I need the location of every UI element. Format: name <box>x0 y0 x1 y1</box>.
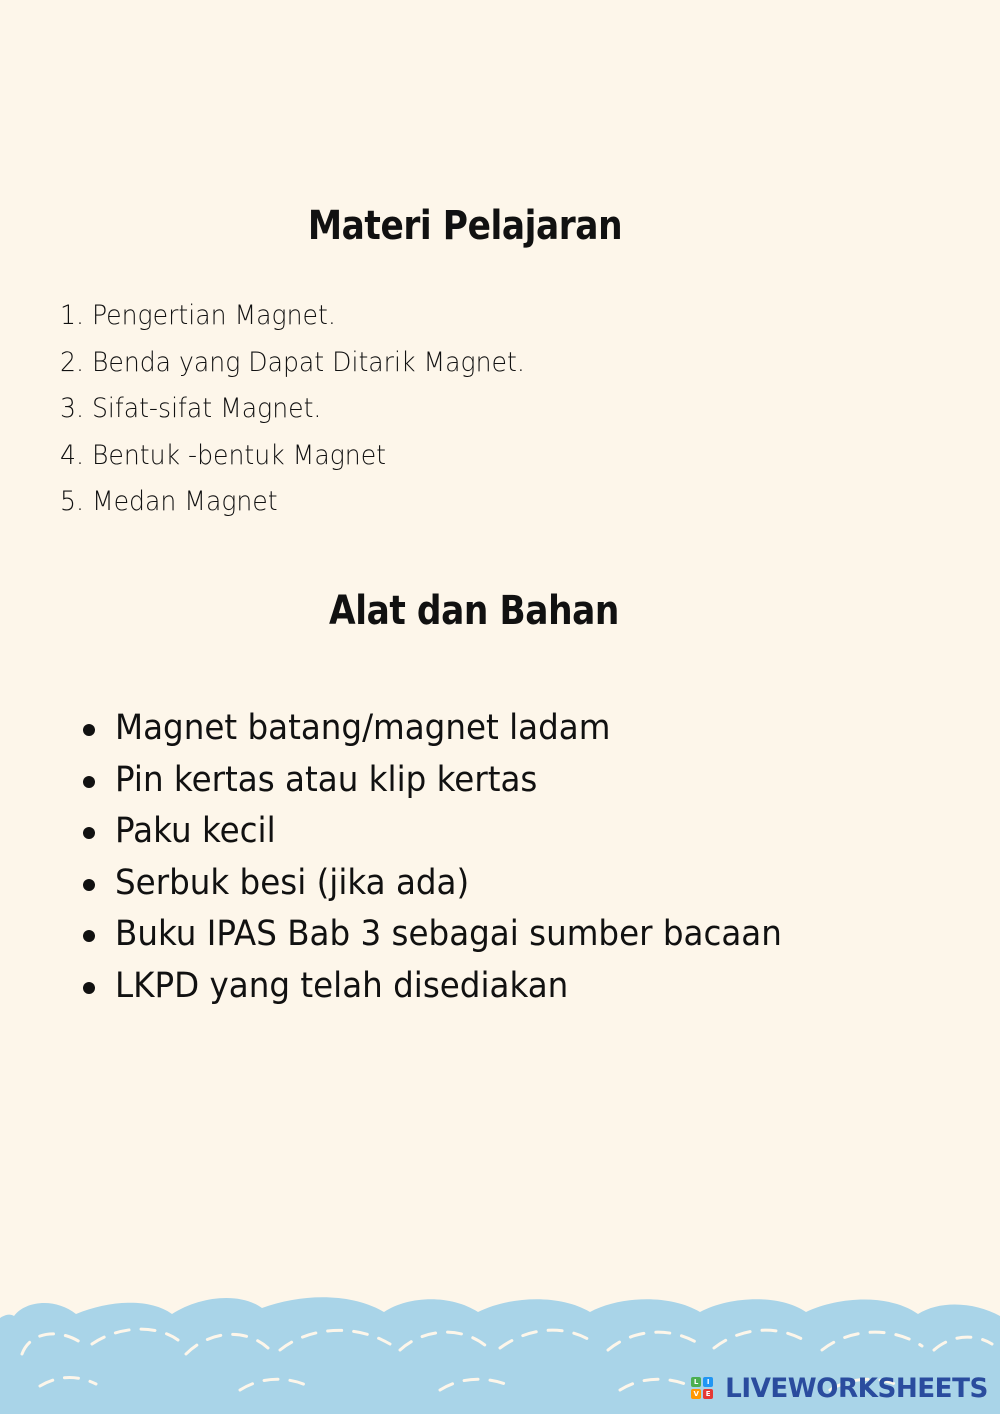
watermark-text: LIVEWORKSHEETS <box>725 1372 988 1404</box>
bullet-icon <box>83 879 95 891</box>
materi-pelajaran-heading: Materi Pelajaran <box>307 203 623 249</box>
bullet-icon <box>83 827 95 839</box>
alat-item <box>78 858 832 910</box>
materi-item: 5. Medan Magnet <box>60 486 278 517</box>
liveworksheets-watermark <box>691 1372 988 1404</box>
alat-item-text: LKPD yang telah disediakan <box>115 965 569 1006</box>
materi-item: 4. Bentuk -bentuk Magnet <box>60 439 387 471</box>
alat-item <box>78 961 832 1013</box>
logo-square: E <box>703 1389 713 1399</box>
materi-item: 3. Sifat-sifat Magnet. <box>60 393 322 424</box>
alat-item-text: Buku IPAS Bab 3 sebagai sumber bacaan <box>115 914 782 955</box>
alat-dan-bahan-heading: Alat dan Bahan <box>329 588 619 634</box>
bullet-icon <box>83 724 95 736</box>
alat-item <box>78 806 832 858</box>
materi-item: 1. Pengertian Magnet. <box>60 300 336 331</box>
alat-item <box>78 909 832 961</box>
materi-list <box>60 293 560 526</box>
materi-item: 2. Benda yang Dapat Ditarik Magnet. <box>60 346 525 378</box>
alat-list <box>78 703 832 1013</box>
alat-item-text: Serbuk besi (jika ada) <box>115 862 470 903</box>
alat-item-text: Magnet batang/magnet ladam <box>115 708 611 748</box>
liveworksheets-logo-icon <box>691 1377 713 1399</box>
bullet-icon <box>83 776 95 788</box>
alat-item <box>78 703 832 755</box>
logo-square: I <box>703 1377 713 1387</box>
alat-item <box>78 755 832 807</box>
logo-square: L <box>691 1377 701 1387</box>
alat-item-text: Paku kecil <box>115 811 276 852</box>
bullet-icon <box>83 930 95 942</box>
logo-square: V <box>691 1389 701 1399</box>
alat-item-text: Pin kertas atau klip kertas <box>115 759 538 800</box>
bullet-icon <box>83 982 95 994</box>
